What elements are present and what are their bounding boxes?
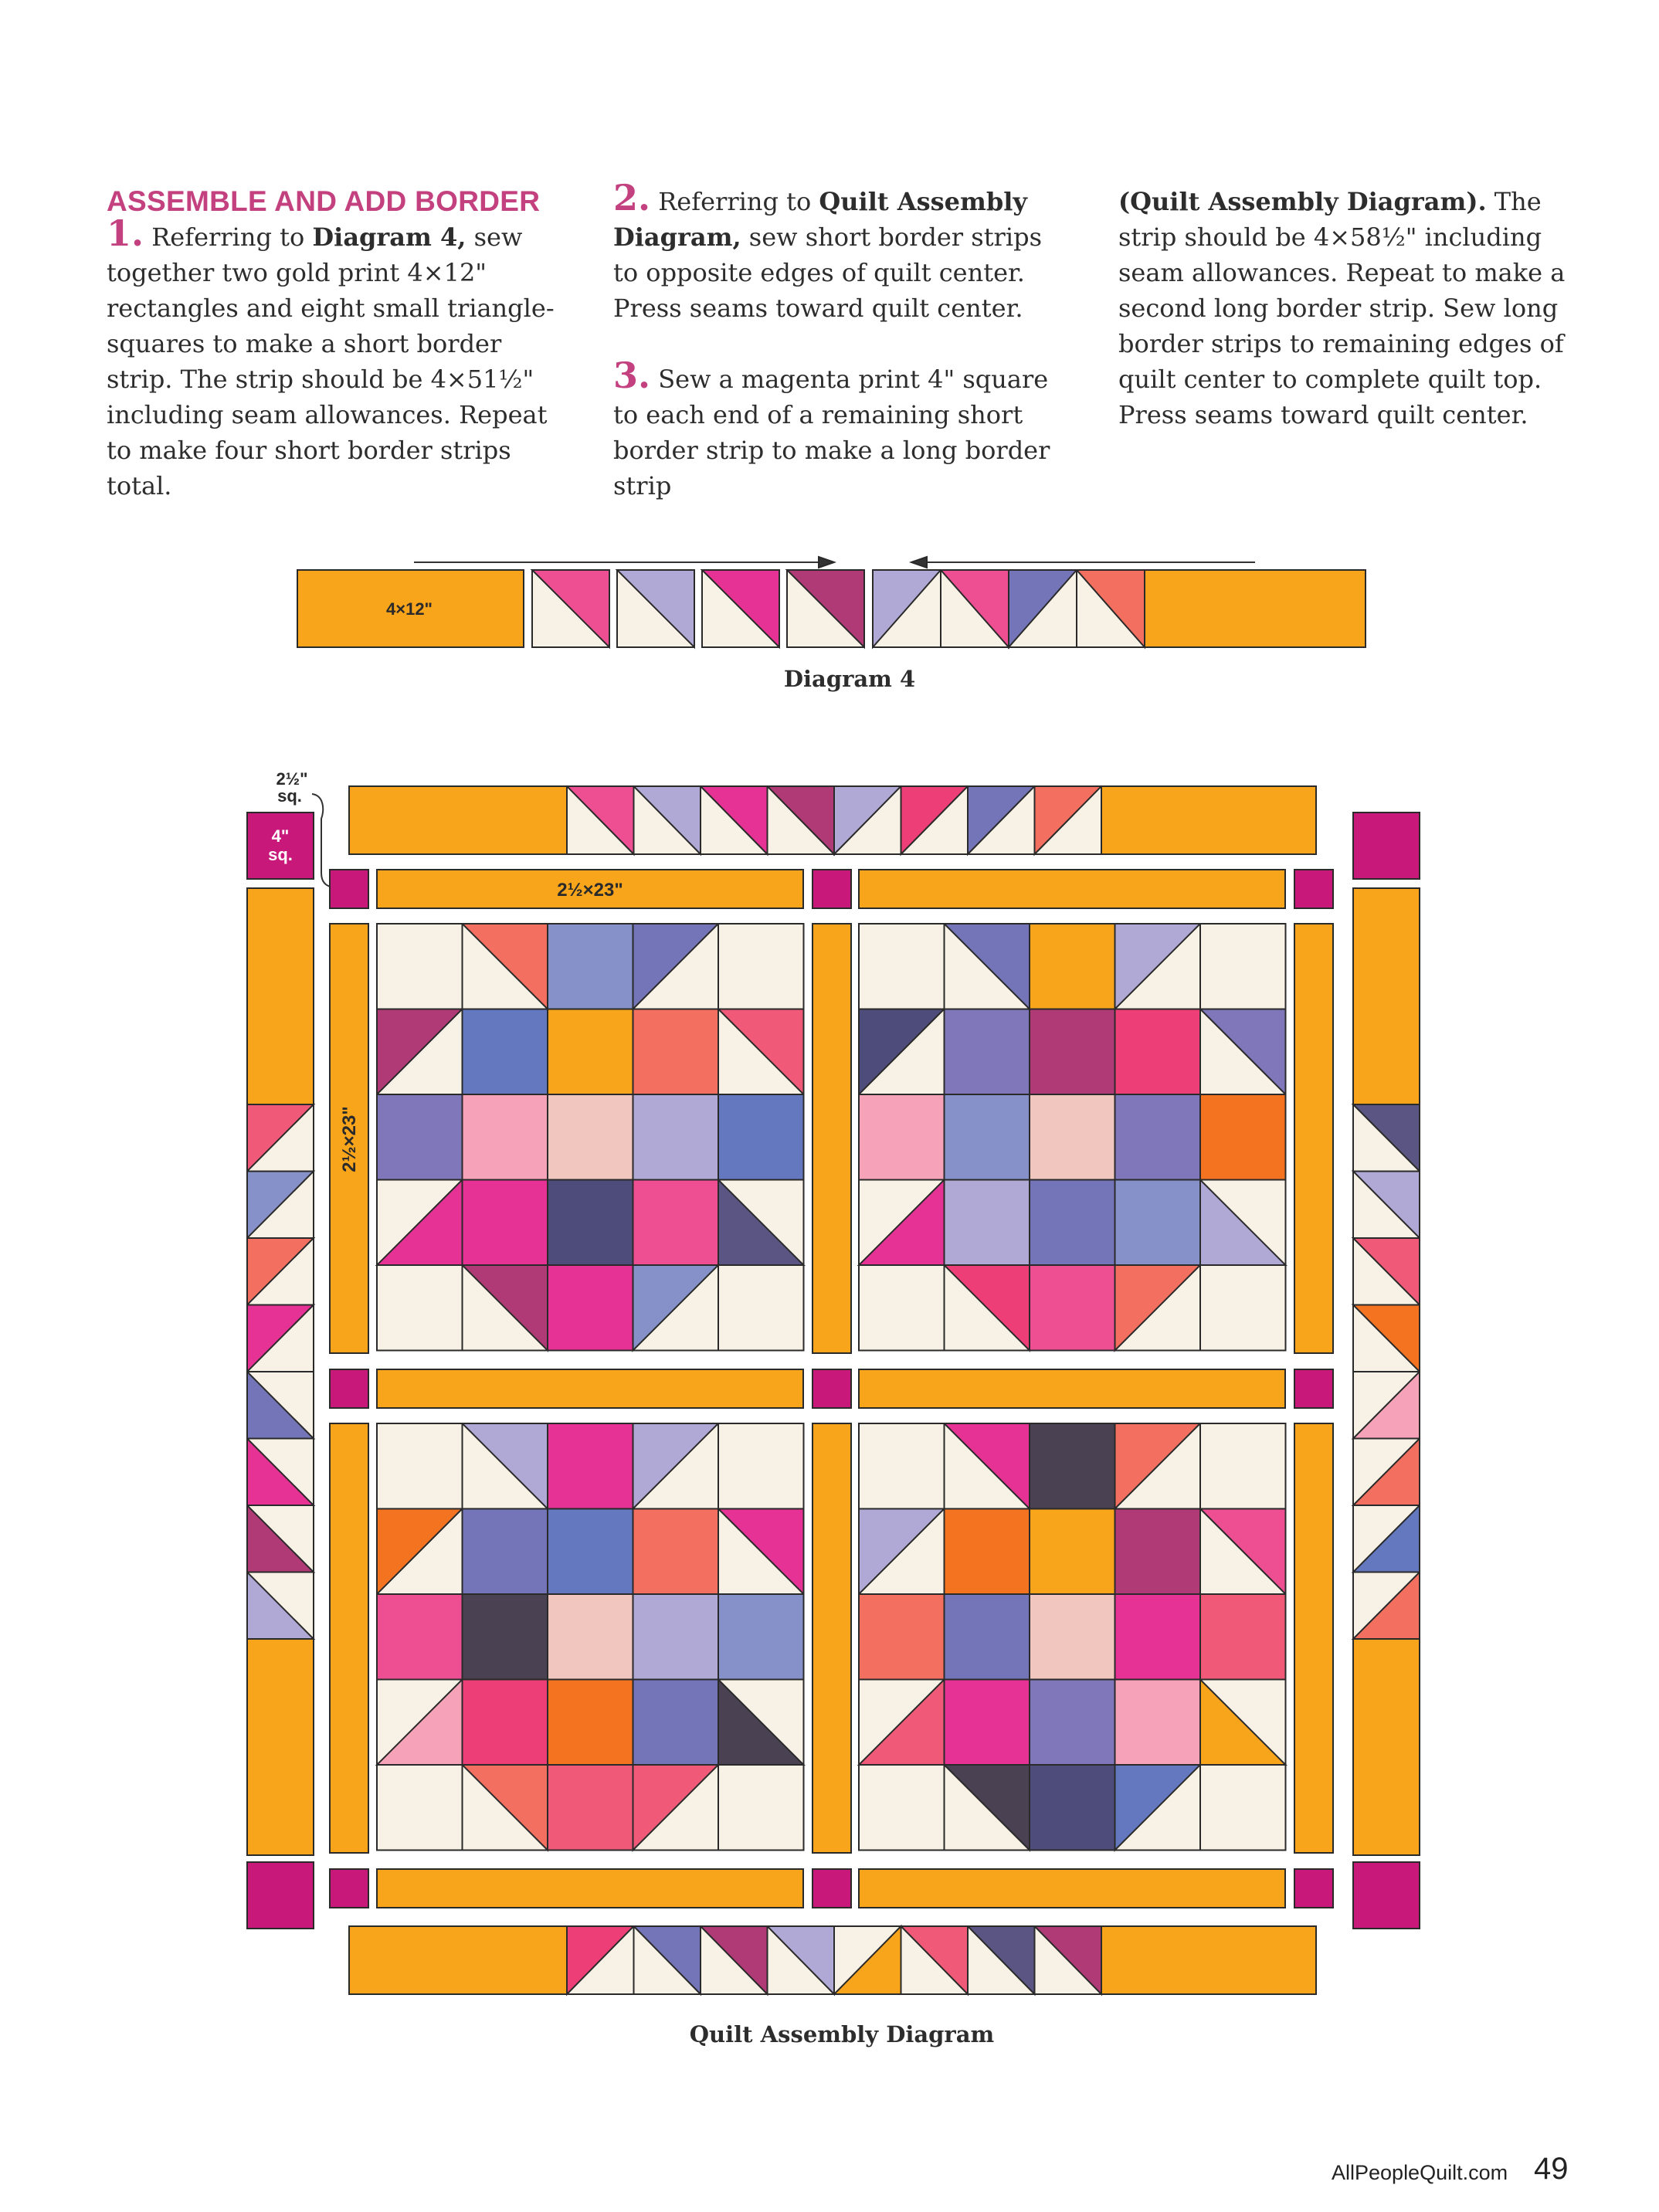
gold-rectangle — [349, 1926, 567, 1994]
cream-square — [377, 1765, 463, 1851]
color-square — [633, 1509, 719, 1595]
color-square — [548, 1009, 633, 1095]
sashing-strip — [330, 1423, 368, 1853]
footer-site: AllPeopleQuilt.com — [1332, 2161, 1508, 2184]
step-reference: Diagram 4, — [312, 222, 466, 252]
color-square — [1030, 1094, 1115, 1180]
color-square — [1115, 1009, 1201, 1095]
cream-square — [1200, 1423, 1286, 1509]
color-square — [633, 1680, 719, 1766]
cornerstone-square — [1294, 1369, 1333, 1408]
color-square — [945, 1180, 1030, 1266]
step-number: 3. — [613, 355, 651, 396]
color-square — [548, 1180, 633, 1266]
color-square — [463, 1680, 548, 1766]
cream-square — [1200, 924, 1286, 1009]
gold-rectangle — [247, 1639, 314, 1855]
sashing-strip — [859, 1869, 1285, 1908]
color-square — [463, 1094, 548, 1180]
color-square — [1030, 1594, 1115, 1680]
sashing-strip — [813, 924, 851, 1353]
step-text: Referring to — [658, 187, 819, 216]
color-square — [1030, 1265, 1115, 1351]
color-square — [1115, 1680, 1201, 1766]
step-reference: (Quilt Assembly Diagram). — [1118, 187, 1487, 216]
color-square — [633, 1180, 719, 1266]
sashing-size-label: 2½×23" — [339, 1106, 360, 1172]
color-square — [377, 1594, 463, 1680]
sashing-strip — [813, 1423, 851, 1853]
color-square — [859, 1594, 945, 1680]
sashing-strip — [377, 1869, 803, 1908]
color-square — [1030, 1509, 1115, 1595]
color-square — [548, 1680, 633, 1766]
step-number: 2. — [613, 177, 651, 219]
color-square — [945, 1509, 1030, 1595]
color-square — [1030, 924, 1115, 1009]
gold-rectangle — [247, 888, 314, 1104]
cream-square — [718, 1423, 804, 1509]
sashing-strip — [859, 1369, 1285, 1408]
cornerstone-square — [330, 1369, 368, 1408]
section-heading: ASSEMBLE AND ADD BORDER — [107, 185, 541, 217]
color-square — [463, 1509, 548, 1595]
big-square-label: 4" — [271, 826, 290, 846]
quilt-assembly-caption: Quilt Assembly Diagram — [689, 2021, 995, 2047]
color-square — [945, 1680, 1030, 1766]
cornerstone-square — [1294, 870, 1333, 908]
color-square — [463, 1180, 548, 1266]
color-square — [859, 1094, 945, 1180]
step-text: The strip should be 4×58½" including seam allowances. Repeat to make a second long border strip. Sew long border strips to remaining edges of quilt center to complete quilt top. Press seams toward quilt center. — [1118, 187, 1566, 429]
cream-square — [1200, 1765, 1286, 1851]
step-text: Referring to — [151, 222, 313, 252]
color-square — [945, 1009, 1030, 1095]
gold-rectangle — [1101, 1926, 1316, 1994]
cream-square — [859, 924, 945, 1009]
sashing-size-label: 2½×23" — [557, 880, 623, 901]
sashing-strip — [859, 870, 1285, 908]
magenta-corner-square — [247, 1862, 314, 1929]
cornerstone-square — [813, 870, 851, 908]
step-text: sew together two gold print 4×12" rectangles and eight small triangle-squares to make a short border strip. The strip should be 4×51½" including seam allowances. Repeat to make four short border strips total. — [107, 222, 555, 500]
sashing-strip — [1294, 924, 1333, 1353]
cream-square — [718, 1765, 804, 1851]
color-square — [718, 1594, 804, 1680]
color-square — [463, 1009, 548, 1095]
gold-rectangle — [1353, 1639, 1420, 1855]
cornerstone-square — [813, 1869, 851, 1908]
color-square — [548, 924, 633, 1009]
step-text: Sew a magenta print 4" square to each end of a remaining short border strip to make a long border strip — [613, 365, 1050, 500]
color-square — [548, 1423, 633, 1509]
color-square — [1115, 1094, 1201, 1180]
diagram-4-caption: Diagram 4 — [783, 666, 916, 692]
color-square — [1200, 1594, 1286, 1680]
color-square — [633, 1594, 719, 1680]
color-square — [633, 1094, 719, 1180]
gold-rectangle — [1101, 786, 1316, 854]
color-square — [548, 1594, 633, 1680]
small-square-label: 2½" — [276, 769, 308, 789]
step-reference: Quilt Assembly Diagram, — [613, 187, 1027, 252]
color-square — [945, 1094, 1030, 1180]
color-square — [463, 1594, 548, 1680]
color-square — [1200, 1094, 1286, 1180]
color-square — [1030, 1180, 1115, 1266]
cream-square — [377, 924, 463, 1009]
leader-line — [312, 794, 331, 887]
cream-square — [718, 1265, 804, 1351]
page-number: 49 — [1534, 2152, 1569, 2186]
cornerstone-square — [813, 1369, 851, 1408]
color-square — [1030, 1423, 1115, 1509]
gold-rectangle — [1353, 888, 1420, 1104]
cream-square — [859, 1423, 945, 1509]
magenta-corner-square — [1353, 813, 1420, 879]
cornerstone-square — [1294, 1869, 1333, 1908]
color-square — [718, 1094, 804, 1180]
color-square — [377, 1094, 463, 1180]
color-square — [1115, 1180, 1201, 1266]
cornerstone-square — [330, 1869, 368, 1908]
color-square — [633, 1009, 719, 1095]
cream-square — [377, 1423, 463, 1509]
step-text: sew short border strips to opposite edges of quilt center. Press seams toward quilt center. — [613, 222, 1042, 323]
color-square — [1030, 1680, 1115, 1766]
color-square — [548, 1509, 633, 1595]
color-square — [1115, 1594, 1201, 1680]
color-square — [1115, 1509, 1201, 1595]
color-square — [548, 1765, 633, 1851]
cream-square — [377, 1265, 463, 1351]
rectangle-size-label: 4×12" — [386, 599, 433, 619]
small-square-label: sq. — [277, 786, 302, 806]
big-square-label: sq. — [268, 845, 293, 864]
color-square — [1030, 1009, 1115, 1095]
color-square — [548, 1094, 633, 1180]
color-square — [1030, 1765, 1115, 1851]
cream-square — [859, 1765, 945, 1851]
sashing-strip — [377, 1369, 803, 1408]
color-square — [945, 1594, 1030, 1680]
gold-rectangle — [349, 786, 567, 854]
cream-square — [718, 924, 804, 1009]
cornerstone-square — [330, 870, 368, 908]
sashing-strip — [1294, 1423, 1333, 1853]
cream-square — [1200, 1265, 1286, 1351]
magenta-corner-square — [1353, 1862, 1420, 1929]
step-number: 1. — [107, 212, 144, 254]
cream-square — [859, 1265, 945, 1351]
color-square — [548, 1265, 633, 1351]
